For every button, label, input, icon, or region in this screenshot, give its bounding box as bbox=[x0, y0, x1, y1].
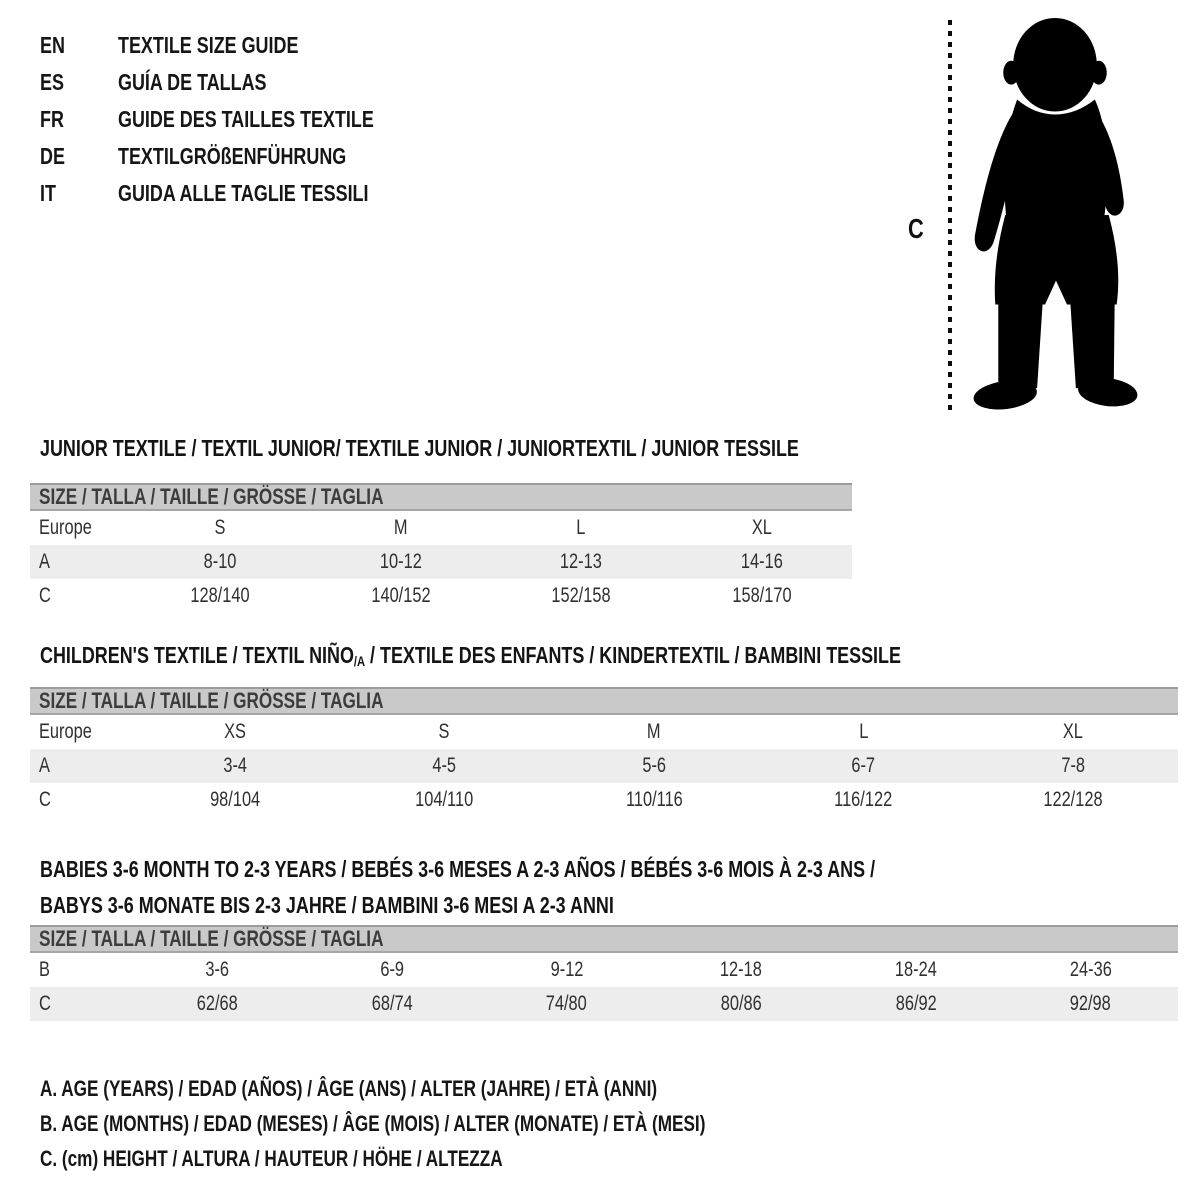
months-value: 18-24 bbox=[895, 958, 937, 981]
guide-title-de: TEXTILGRÖßENFÜHRUNG bbox=[118, 143, 347, 169]
age-value: 4-5 bbox=[432, 754, 457, 777]
height-value: 68/74 bbox=[371, 992, 413, 1015]
age-value: 12-13 bbox=[560, 550, 603, 573]
age-value: 6-7 bbox=[851, 754, 876, 777]
months-value: 6-9 bbox=[380, 958, 404, 981]
age-value: 10-12 bbox=[379, 550, 422, 573]
table-row-height bbox=[30, 987, 1178, 1021]
age-value: 7-8 bbox=[1061, 754, 1086, 777]
months-value: 3-6 bbox=[205, 958, 230, 981]
age-value: 14-16 bbox=[740, 550, 783, 573]
babies-size-table bbox=[30, 925, 1178, 1021]
size-header-bar: SIZE / TALLA / TAILLE / GRÖSSE / TAGLIA bbox=[30, 925, 1178, 953]
row-label: C bbox=[39, 788, 51, 811]
age-value: 8-10 bbox=[203, 550, 237, 573]
legend-age-months: B. AGE (MONTHS) / EDAD (MESES) / ÂGE (MOIS) / ALTER (MONATE) / ETÀ (MESI) bbox=[40, 1111, 706, 1136]
months-value: 24-36 bbox=[1069, 958, 1112, 981]
age-value: 5-6 bbox=[642, 754, 666, 777]
table-row-europe bbox=[30, 511, 852, 545]
size-column: S bbox=[214, 516, 226, 539]
legend-height-cm: C. (cm) HEIGHT / ALTURA / HAUTEUR / HÖHE / ALTEZZA bbox=[40, 1146, 503, 1171]
legend-block bbox=[40, 1071, 893, 1176]
height-value: 116/122 bbox=[834, 788, 893, 811]
language-code: EN bbox=[40, 32, 65, 58]
height-value: 86/92 bbox=[895, 992, 937, 1015]
junior-size-table bbox=[30, 483, 852, 613]
language-code: ES bbox=[40, 69, 64, 95]
height-value: 128/140 bbox=[190, 584, 250, 607]
table-row-months bbox=[30, 953, 1178, 987]
region-label: Europe bbox=[39, 516, 92, 539]
table-row-height bbox=[30, 783, 1178, 817]
height-value: 104/110 bbox=[415, 788, 474, 811]
children-section-title: CHILDREN'S TEXTILE / TEXTIL NIÑO/A / TEXTILE DES ENFANTS / KINDERTEXTIL / BAMBINI TESSILE bbox=[40, 642, 901, 670]
legend-age-years: A. AGE (YEARS) / EDAD (AÑOS) / ÂGE (ANS) / ALTER (JAHRE) / ETÀ (ANNI) bbox=[40, 1076, 658, 1101]
size-header-bar: SIZE / TALLA / TAILLE / GRÖSSE / TAGLIA bbox=[30, 687, 1178, 715]
row-label: C bbox=[39, 992, 51, 1015]
row-label: A bbox=[39, 754, 50, 777]
height-value: 98/104 bbox=[209, 788, 260, 811]
guide-title-en: TEXTILE SIZE GUIDE bbox=[118, 32, 299, 58]
row-label: C bbox=[39, 584, 51, 607]
babies-section-title: BABIES 3-6 MONTH TO 2-3 YEARS / BEBÉS 3-6 MESES A 2-3 AÑOS / BÉBÉS 3-6 MOIS À 2-3 ANS / BABYS 3-6 MONATE BIS 2-3 JAHRE / BAMBINI 3-6 MESI A 2-3 ANNI bbox=[40, 856, 876, 918]
row-label: A bbox=[39, 550, 50, 573]
size-column: M bbox=[647, 720, 661, 743]
height-value: 74/80 bbox=[546, 992, 588, 1015]
size-column: L bbox=[576, 516, 586, 539]
size-column: XL bbox=[1063, 720, 1084, 743]
height-value: 80/86 bbox=[720, 992, 762, 1015]
guide-title-fr: GUIDE DES TAILLES TEXTILE bbox=[118, 106, 374, 132]
region-label: Europe bbox=[39, 720, 92, 743]
table-row-europe bbox=[30, 715, 1178, 749]
height-value: 92/98 bbox=[1070, 992, 1112, 1015]
size-column: XS bbox=[223, 720, 246, 743]
months-value: 12-18 bbox=[720, 958, 763, 981]
height-value: 158/170 bbox=[732, 584, 792, 607]
row-label: B bbox=[39, 958, 50, 981]
size-column: S bbox=[438, 720, 450, 743]
months-value: 9-12 bbox=[550, 958, 584, 981]
height-value: 110/116 bbox=[625, 788, 683, 811]
size-column: M bbox=[393, 516, 408, 539]
height-value: 122/128 bbox=[1043, 788, 1103, 811]
language-code: FR bbox=[40, 106, 64, 132]
height-value: 152/158 bbox=[551, 584, 611, 607]
table-row-age bbox=[30, 749, 1178, 783]
size-column: XL bbox=[751, 516, 772, 539]
height-value: 140/152 bbox=[371, 584, 431, 607]
guide-title-it: GUIDA ALLE TAGLIE TESSILI bbox=[118, 180, 369, 206]
table-row-age bbox=[30, 545, 852, 579]
toddler-silhouette-icon bbox=[962, 10, 1148, 418]
junior-section-title: JUNIOR TEXTILE / TEXTIL JUNIOR/ TEXTILE JUNIOR / JUNIORTEXTIL / JUNIOR TESSILE bbox=[40, 435, 799, 461]
size-column: L bbox=[859, 720, 869, 743]
guide-title-es: GUÍA DE TALLAS bbox=[118, 69, 267, 95]
table-row-height bbox=[30, 579, 852, 613]
language-code: DE bbox=[40, 143, 65, 169]
height-measure-label: C bbox=[908, 213, 924, 244]
height-measure-line bbox=[948, 20, 952, 414]
language-code: IT bbox=[40, 180, 56, 206]
height-value: 62/68 bbox=[196, 992, 238, 1015]
children-size-table bbox=[30, 687, 1178, 817]
age-value: 3-4 bbox=[222, 754, 247, 777]
size-header-bar: SIZE / TALLA / TAILLE / GRÖSSE / TAGLIA bbox=[30, 483, 852, 511]
